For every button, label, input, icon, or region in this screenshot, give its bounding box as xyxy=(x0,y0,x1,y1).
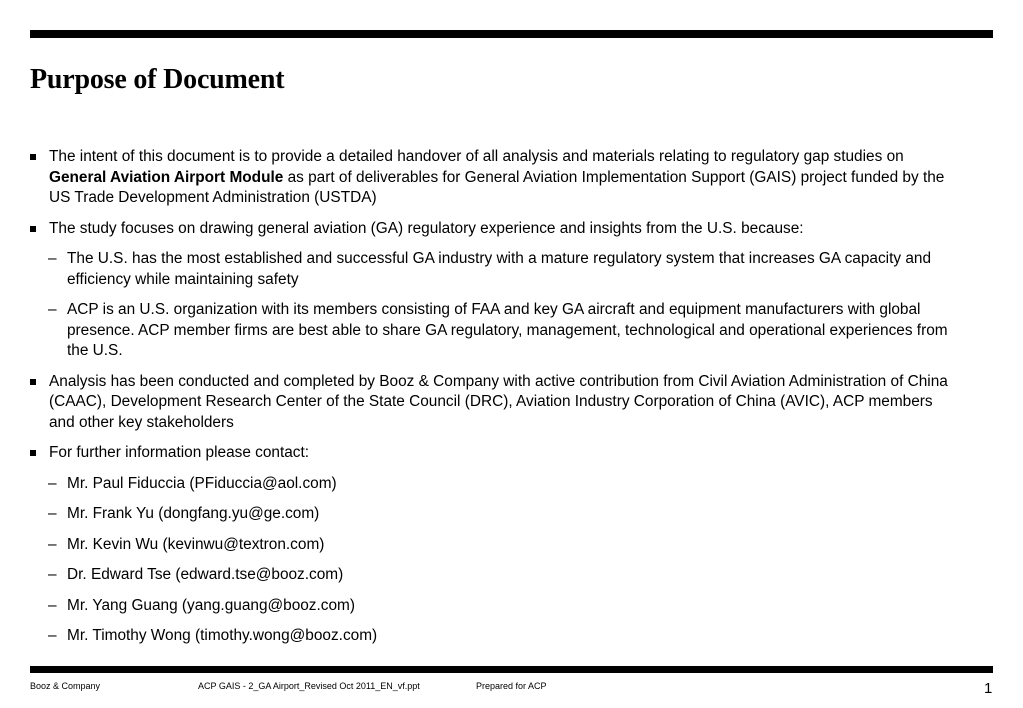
square-bullet-icon xyxy=(30,154,36,160)
top-rule xyxy=(30,30,993,38)
bullet-text: The study focuses on drawing general aviation (GA) regulatory experience and insights from the U.S. because: xyxy=(49,219,804,237)
square-bullet-icon xyxy=(30,226,36,232)
footer-file-name: ACP GAIS - 2_GA Airport_Revised Oct 2011_EN_vf.ppt xyxy=(198,681,420,691)
page-number: 1 xyxy=(984,680,993,697)
dash-bullet-icon: – xyxy=(48,566,57,583)
contact-text: Mr. Timothy Wong (timothy.wong@booz.com) xyxy=(67,627,378,644)
contact-item xyxy=(30,596,955,617)
sub-bullet-item xyxy=(30,300,955,362)
sub-bullet-text: The U.S. has the most established and successful GA industry with a mature regulatory system that increases GA capacity and efficiency while maintaining safety xyxy=(67,250,932,288)
dash-bullet-icon: – xyxy=(48,596,57,614)
contact-text: Mr. Kevin Wu (kevinwu@textron.com) xyxy=(67,535,325,553)
dash-bullet-icon: – xyxy=(48,301,57,318)
contact-item xyxy=(30,626,955,647)
bullet-item-intent xyxy=(30,147,955,209)
dash-bullet-icon: – xyxy=(48,627,57,644)
footer-company: Booz & Company xyxy=(30,681,101,691)
bottom-rule xyxy=(30,666,993,673)
contact-text: Mr. Frank Yu (dongfang.yu@ge.com) xyxy=(67,505,320,522)
bullet-text-part: as part of deliverables for General Aviation Implementation Support (GAIS) project funded by the US Trade Development Administration (USTDA) xyxy=(49,168,945,206)
contact-text: Mr. Yang Guang (yang.guang@booz.com) xyxy=(67,596,355,614)
sub-bullet-text: ACP is an U.S. organization with its members consisting of FAA and key GA aircraft and equipment manufacturers with global presence. ACP member firms are best able to share GA regulatory, management, technological and operational experiences from the U.S. xyxy=(67,301,948,359)
body-content xyxy=(30,147,955,657)
contact-item xyxy=(30,474,955,495)
contact-text: Dr. Edward Tse (edward.tse@booz.com) xyxy=(67,566,344,583)
bullet-item-contact xyxy=(30,443,955,464)
footer-prepared-for: Prepared for ACP xyxy=(476,681,547,691)
bullet-text: Analysis has been conducted and completed by Booz & Company with active contribution from Civil Aviation Administration of China (CAAC), Development Research Center of the State Council (DRC), Aviation Industry Corporation of China (AVIC), ACP members and other key stakeholders xyxy=(49,372,948,431)
bold-module-name: General Aviation Airport Module xyxy=(49,168,284,186)
contact-item xyxy=(30,565,955,586)
bullet-text-part: The intent of this document is to provide a detailed handover of all analysis and materials relating to regulatory gap studies on xyxy=(49,148,904,165)
dash-bullet-icon: – xyxy=(48,505,57,522)
dash-bullet-icon: – xyxy=(48,474,57,492)
page-title: Purpose of Document xyxy=(30,64,285,95)
bullet-text xyxy=(49,148,944,206)
bullet-item-study-focus xyxy=(30,219,955,240)
contact-text: Mr. Paul Fiduccia (PFiduccia@aol.com) xyxy=(67,474,337,492)
bullet-text: For further information please contact: xyxy=(49,444,310,461)
contact-item xyxy=(30,504,955,525)
square-bullet-icon xyxy=(30,450,36,456)
dash-bullet-icon: – xyxy=(48,250,57,267)
bullet-item-analysis xyxy=(30,372,955,434)
sub-bullet-item xyxy=(30,249,955,290)
square-bullet-icon xyxy=(30,379,36,385)
dash-bullet-icon: – xyxy=(48,535,57,553)
contact-item xyxy=(30,535,955,556)
